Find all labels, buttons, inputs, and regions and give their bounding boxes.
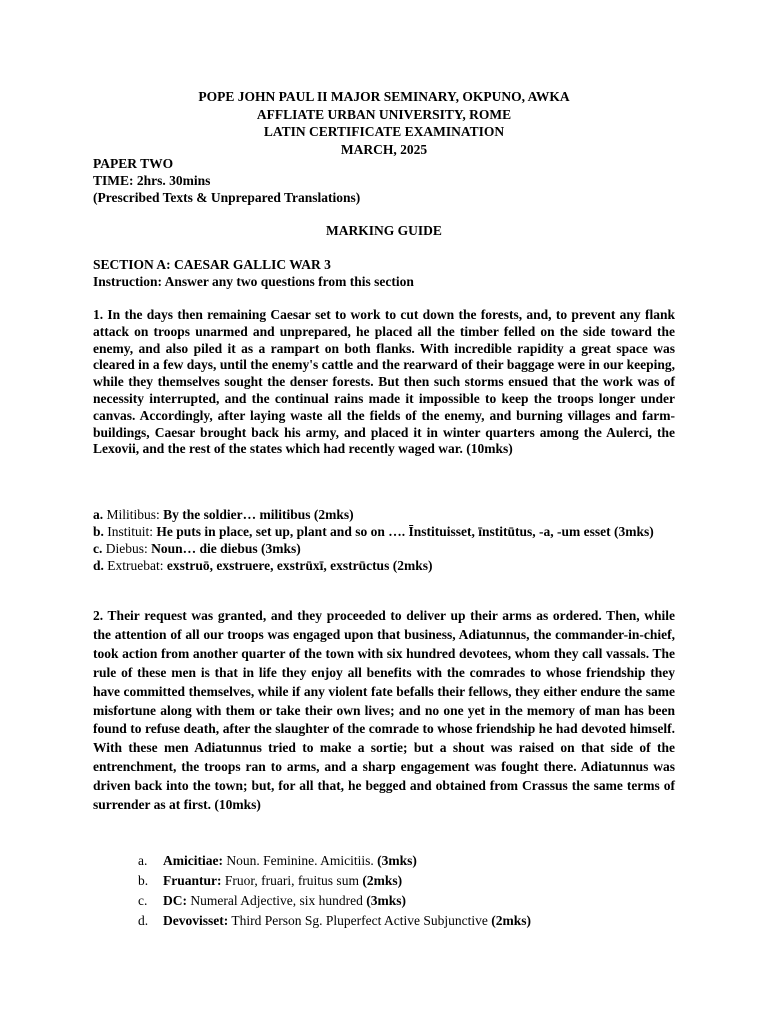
- header-line-date: MARCH, 2025: [340, 141, 428, 157]
- paper-time: TIME: 2hrs. 30mins: [93, 173, 211, 188]
- q2-answer-b: b. Fruantur: Fruor, fruari, fruitus sum (2mks): [138, 873, 403, 888]
- header-line-institution: POPE JOHN PAUL II MAJOR SEMINARY, OKPUNO, AWKA: [198, 89, 570, 104]
- question-2-answers: [138, 851, 675, 931]
- header-line-affiliation: AFFLIATE URBAN UNIVERSITY, ROME: [256, 106, 512, 122]
- header-line-exam: LATIN CERTIFICATE EXAMINATION: [263, 124, 505, 140]
- q2-answer-d: d. Devovisset: Third Person Sg. Pluperfect Active Subjunctive (2mks): [138, 913, 531, 928]
- q1-answer-d: d. Extruebat: exstruō, exstruere, exstrūxī, exstrūctus (2mks): [93, 558, 433, 573]
- section-a-instruction: Instruction: Answer any two questions from this section: [93, 274, 414, 289]
- q2-answer-c: c. DC: Numeral Adjective, six hundred (3mks): [138, 893, 406, 908]
- paper-title: PAPER TWO: [93, 156, 174, 171]
- paper-info: [93, 155, 675, 206]
- document-header: [93, 88, 675, 158]
- section-a-title: SECTION A: CAESAR GALLIC WAR 3: [93, 257, 331, 272]
- q1-answer-b: b. Instituit: He puts in place, set up, plant and so on …. Īnstituisset, īnstitūtus, -a, -um esset (3mks): [93, 524, 654, 539]
- q1-answer-a: a. Militibus: By the soldier… militibus (2mks): [93, 507, 354, 522]
- question-1-answers: [93, 506, 675, 574]
- q2-answer-a: a. Amicitiae: Noun. Feminine. Amicitiis. (3mks): [138, 853, 417, 868]
- q1-answer-c: c. Diebus: Noun… die diebus (3mks): [93, 541, 301, 556]
- question-2-text: 2. Their request was granted, and they proceeded to deliver up their arms as ordered. Then, while the attention of all our troops was engaged upon that business, Adiatunnus, the commander-in-chief, took action from another quarter of the town with six hundred devotees, whom they call vassals. The rule of these men is that in life they enjoy all benefits with the comrades to whose friendship they have committed themselves, while if any violent fate befalls their fellows, they either endure the same misfortune along with them or take their own lives; and no one yet in the memory of man has been found to refuse death, after the slaughter of the comrade to whose friendship he had devoted himself. With these men Adiatunnus tried to make a sortie; but a shout was raised on that side of the entrenchment, the troops ran to arms, and a sharp engagement was fought there. Adiatunnus was driven back into the town; but, for all that, he begged and obtained from Crassus the same terms of surrender as at first. (10mks): [93, 608, 675, 813]
- marking-guide-title: MARKING GUIDE: [326, 223, 442, 238]
- paper-subtitle: (Prescribed Texts & Unprepared Translations): [93, 190, 361, 205]
- section-a-header: [93, 256, 675, 290]
- question-1-text: 1. In the days then remaining Caesar set to work to cut down the forests, and, to prevent any flank attack on troops unarmed and unprepared, he placed all the timber felled on the side toward the enemy, and also piled it as a rampart on both flanks. With incredible rapidity a great space was cleared in a few days, until the enemy's cattle and the rearward of their baggage were in our keeping, while they themselves sought the denser forests. But then such storms ensued that the work was of necessity interrupted, and the continual rains made it impossible to keep the troops longer under canvas. Accordingly, after laying waste all the fields of the enemy, and burning villages and farm-buildings, Caesar brought back his army, and placed it in winter quarters among the Aulerci, the Lexovii, and the rest of the states which had recently waged war. (10mks): [93, 307, 675, 457]
